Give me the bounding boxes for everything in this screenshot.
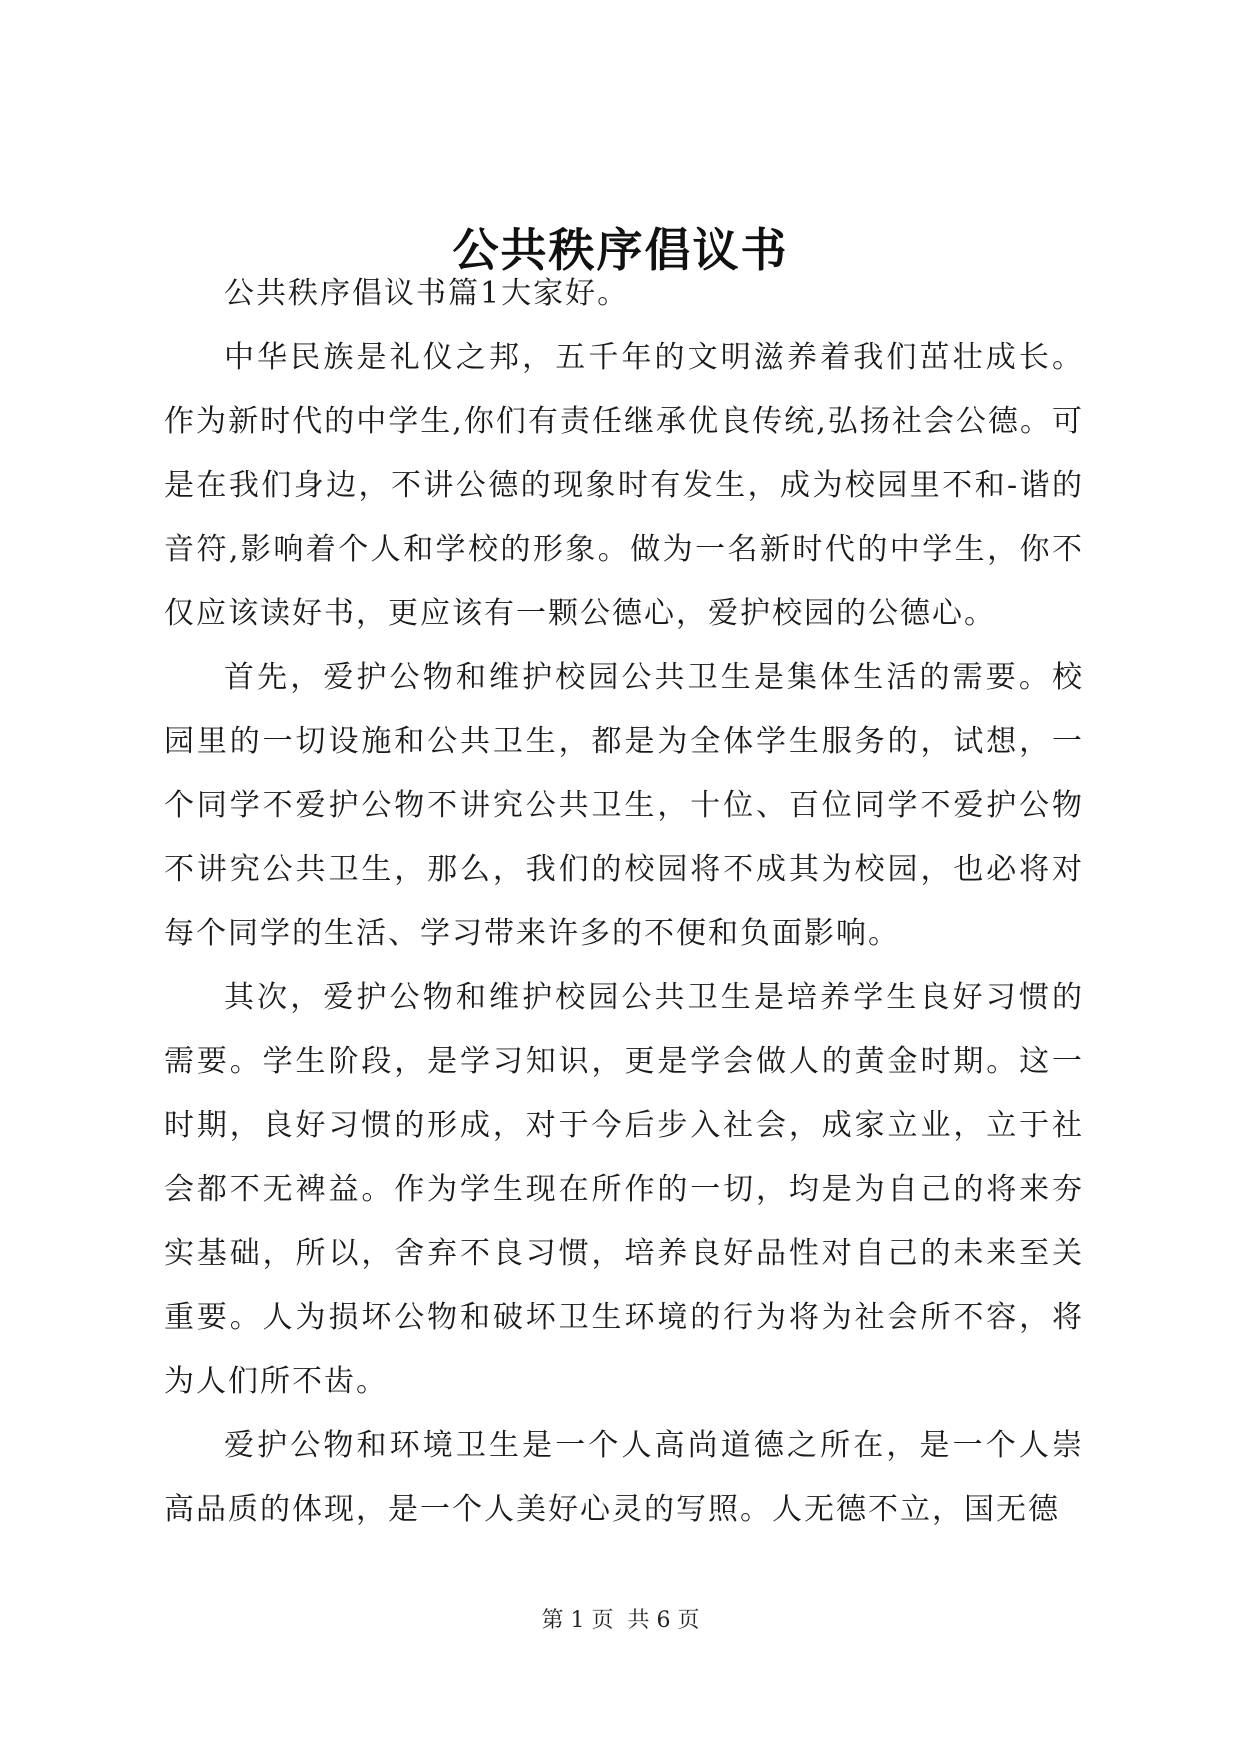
paragraph-first-point: 首先，爱护公物和维护校园公共卫生是集体生活的需要。校园里的一切设施和公共卫生，都是为全体学生服务的，试想，一个同学不爱护公物不讲究公共卫生，十位、百位同学不爱护公物不讲究公共卫生，那么，我们的校园将不成其为校园，也必将对每个同学的生活、学习带来许多的不便和负面影响。 (164, 660, 1084, 951)
document-body (164, 262, 1084, 1542)
paragraph-second-point: 其次，爱护公物和维护校园公共卫生是培养学生良好习惯的需要。学生阶段，是学习知识，更是学会做人的黄金时期。这一时期，良好习惯的形成，对于今后步入社会，成家立业，立于社会都不无裨益。作为学生现在所作的一切，均是为自己的将来夯实基础，所以，舍弃不良习惯，培养良好品性对自己的未来至关重要。人为损坏公物和破坏卫生环境的行为将为社会所不容，将为人们所不齿。 (164, 980, 1084, 1399)
paragraph-third-point: 爱护公物和环境卫生是一个人高尚道德之所在，是一个人崇高品质的体现，是一个人美好心灵的写照。人无德不立，国无德 (164, 1428, 1084, 1527)
paragraph-greeting: 公共秩序倡议书篇1大家好。 (224, 276, 630, 311)
page-number-label: 第 1 页 共 6 页 (541, 1608, 700, 1633)
page-title: 公共秩序倡议书 (452, 223, 789, 277)
page-number-footer (0, 1606, 1241, 1636)
paragraph-intro: 中华民族是礼仪之邦，五千年的文明滋养着我们茁壮成长。作为新时代的中学生,你们有责任继承优良传统,弘扬社会公德。可是在我们身边，不讲公德的现象时有发生，成为校园里不和-谐的音符,影响着个人和学校的形象。做为一名新时代的中学生，你不仅应该读好书，更应该有一颗公德心，爱护校园的公德心。 (164, 340, 1084, 631)
